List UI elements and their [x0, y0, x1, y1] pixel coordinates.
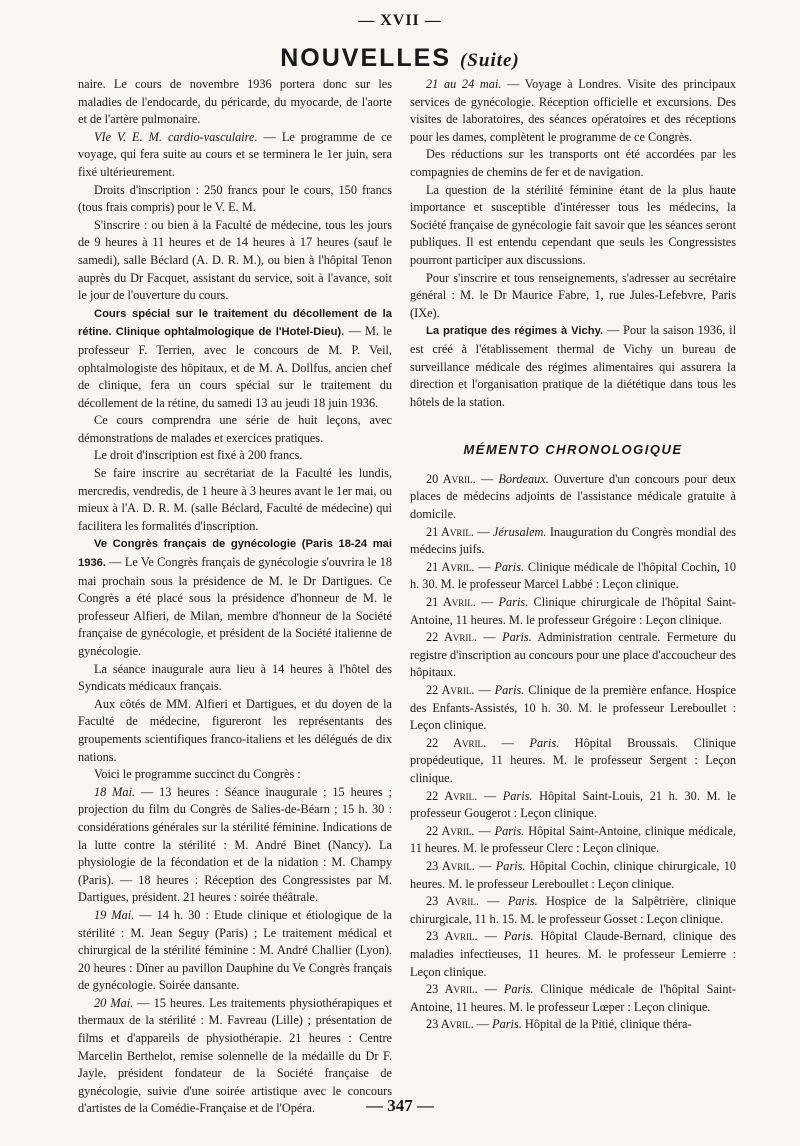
- body-text: — Le Ve Congrès français de gynécologie s'ouvrira le 18 mai prochain sous la présidence de M. le Dr Dartigues. Ce Congrès a été placé sous la présidence d'honneur de M. le professeur Alfieri, de Milan, membre d'honneur de la Société française de gynécologie, et président de la Société italienne de gynécologie.: [78, 555, 392, 658]
- body-text: —: [477, 929, 504, 944]
- paragraph: [78, 412, 392, 447]
- date-label: 23 Avril.: [426, 982, 478, 997]
- memento-entry: [410, 594, 736, 629]
- body-text: Hospice de la Salpêtrière, clinique chirurgicale, 11 h. 15. M. le professeur Gosset : Leçon clinique.: [410, 894, 736, 926]
- body-text: — Voyage à Londres. Visite des principaux services de gynécologie. Réception officielle et excursions. Des visites de laboratoires, des séances opératoires et des réceptions pour les dames, complètent le programme de ce Congrès.: [410, 77, 736, 144]
- italic-text: 19 Mai.: [94, 907, 135, 922]
- italic-text: Paris.: [503, 929, 534, 944]
- memento-entry: [410, 1016, 736, 1034]
- body-text: —: [474, 823, 495, 838]
- paragraph: [78, 76, 392, 129]
- body-text: Pour s'inscrire et tous renseignements, s'adresser au secrétaire général : M. le Dr Maurice Fabre, 1, rue Jules-Lefebvre, Paris (IXe).: [410, 270, 736, 320]
- page-number: — 347 —: [366, 1096, 434, 1115]
- memento-list: [410, 471, 736, 1034]
- body-text: —: [475, 595, 499, 610]
- body-text: Droits d'inscription : 250 francs pour le cours, 150 francs (tous frais compris) pour le V. E. M.: [78, 182, 392, 215]
- body-text: —: [478, 894, 508, 909]
- body-text: Administration centrale. Fermeture du registre d'inscription au concours pour une place d'accoucheur des hôpitaux.: [410, 630, 736, 680]
- body-text: — Le programme de ce voyage, qui fera suite au cours et se terminera le 1er juin, sera fixé ultérieurement.: [78, 129, 392, 179]
- memento-entry: [410, 981, 736, 1016]
- memento-entry: [410, 629, 736, 682]
- body-text: Le droit d'inscription est fixé à 200 francs.: [94, 448, 303, 463]
- title-suffix: (Suite): [459, 50, 520, 71]
- body-text: —: [477, 982, 504, 997]
- italic-text: 21 au 24 mai.: [426, 77, 502, 91]
- body-text: —: [475, 471, 499, 486]
- body-text: Ouverture d'un concours pour deux places de médecins adjoints de l'assistance médicale gratuite à domicile.: [410, 471, 737, 522]
- body-text: Clinique chirurgicale de l'hôpital Saint-Antoine, 11 heures. M. le professeur Grégoire : Leçon clinique.: [410, 595, 736, 627]
- paragraph: [410, 270, 736, 323]
- italic-text: 18 Mai.: [94, 784, 136, 799]
- body-text: —: [476, 630, 503, 645]
- body-text: — 15 heures. Les traitements physiothérapiques et thermaux de la stérilité : M. Favreau (Lille) ; présentation de films et d'appareils de physiothérapie. 21 heures : Centre Marcelin Berthelot, remise solennelle de la médaille du Dr F. Jayle, président fondateur de la Société française de gynécologie, suivie d'une soirée artistique avec le concours d'artistes de la Comédie-Française et de l'Opéra.: [78, 995, 392, 1116]
- memento-title: MÉMENTO CHRONOLOGIQUE: [463, 442, 683, 458]
- body-text: —: [486, 735, 530, 750]
- body-text: Ce cours comprendra une série de huit leçons, avec démonstrations de malades et exercices pratiques.: [78, 413, 392, 445]
- body-text: Hôpital Broussais. Clinique propédeutique, 11 heures. M. le professeur Sergent : Leçon clinique.: [410, 735, 736, 785]
- left-column: [78, 76, 392, 1118]
- body-text: Inauguration du Congrès mondial des médecins juifs.: [410, 524, 736, 557]
- body-text: — Pour la saison 1936, il est créé à l'établissement thermal de Vichy un bureau de surveillance médicale des régimes alimentaires qui assurera la direction et l'organisation pratique de la diététique dans tous les hôtels de la station.: [410, 323, 737, 409]
- section-heading: Ve Congrès français de gynécologie (Paris 18-24 mai 1936.: [78, 538, 392, 570]
- body-text: Clinique de la première enfance. Hospice des Enfants-Assistés, 10 h. 30. M. le professeur Lereboullet : Leçon clinique.: [410, 683, 736, 733]
- italic-text: Paris.: [503, 982, 534, 997]
- italic-text: Paris.: [502, 630, 532, 645]
- date-label: 23 Avril.: [426, 894, 479, 909]
- paragraph: [78, 465, 392, 535]
- italic-text: Paris.: [495, 858, 526, 873]
- paragraph: [78, 182, 392, 217]
- body-text: La séance inaugurale aura lieu à 14 heures à l'hôtel des Syndicats médicaux français.: [78, 661, 392, 694]
- body-text: —: [474, 683, 495, 697]
- italic-text: Paris.: [494, 683, 525, 697]
- memento-entry: [410, 735, 736, 788]
- body-text: Des réductions sur les transports ont été accordées par les compagnies de chemins de fer et de navigation.: [410, 147, 736, 179]
- right-column: [410, 76, 736, 1034]
- italic-text: Paris.: [498, 595, 529, 610]
- paragraph: [78, 447, 392, 465]
- date-label: 23 Avril.: [426, 929, 478, 944]
- body-text: Hôpital Cochin, clinique chirurgicale, 10 heures. M. le professeur Lereboullet : Leçon clinique.: [410, 858, 736, 891]
- body-text: naire. Le cours de novembre 1936 portera donc sur les maladies de l'endocarde, du péricarde, du myocarde, de l'aorte et de l'artère pulmonaire.: [78, 77, 392, 127]
- date-label: 20 Avril.: [426, 471, 476, 486]
- body-text: —: [477, 788, 503, 803]
- body-text: — 14 h. 30 : Etude clinique et étiologique de la stérilité : M. Jean Seguy (Paris) ; Le traitement médical et chirurgical de la stérilité féminine : M. André Challier (Lyon). 20 heures : Dîner au pavillon Dauphine du Ve Congrès français de gynécologie. Soirée dansante.: [78, 907, 392, 993]
- section-heading: La pratique des régimes à Vichy.: [426, 325, 604, 338]
- right-column-news: [410, 76, 736, 411]
- body-text: Hôpital Claude-Bernard, clinique des maladies infectieuses, 11 heures. M. le professeur Lemierre : Leçon clinique.: [410, 929, 736, 979]
- memento-entry: [410, 788, 736, 823]
- italic-text: 20 Mai.: [94, 995, 134, 1010]
- memento-entry: [410, 858, 736, 893]
- paragraph: [78, 217, 392, 305]
- paragraph: [78, 696, 392, 766]
- memento-entry: [410, 823, 736, 858]
- date-label: 23 Avril.: [426, 1017, 474, 1032]
- page-title: [0, 44, 800, 73]
- paragraph: [78, 661, 392, 696]
- body-text: La question de la stérilité féminine étant de la plus haute importance et susceptible d'intéresser tous les médecins, la Société française de gynécologie fait savoir que les séances seront publiques. Il est entendu cependant que seuls les Congressistes pourront participer aux discussions.: [410, 182, 736, 267]
- italic-text: Paris.: [529, 735, 560, 750]
- body-text: Aux côtés de MM. Alfieri et Dartigues, et du doyen de la Faculté de médecine, figureront les représentants des groupements scientifiques franco-italiens et les délégués de dix nations.: [78, 696, 392, 764]
- paragraph: [410, 182, 736, 270]
- date-label: 22 Avril.: [426, 735, 487, 750]
- date-label: 22 Avril.: [426, 630, 477, 645]
- paragraph: [78, 305, 392, 413]
- paragraph: [410, 146, 736, 181]
- date-label: 22 Avril.: [426, 823, 475, 838]
- paragraph: [78, 766, 392, 784]
- date-label: 21 Avril.: [426, 559, 475, 574]
- paragraph: [78, 907, 392, 995]
- body-text: —: [474, 858, 496, 873]
- body-text: Hôpital de la Pitié, clinique théra-: [521, 1017, 692, 1032]
- paragraph: [78, 129, 392, 182]
- date-label: 21 Avril.: [426, 595, 476, 610]
- date-label: 21 Avril.: [426, 524, 474, 539]
- italic-text: Bordeaux.: [498, 471, 549, 486]
- paragraph: [410, 76, 736, 146]
- paragraph: [410, 322, 736, 411]
- body-text: — 13 heures : Séance inaugurale ; 15 heures ; projection du film du Congrès de Salies-de-Béarn ; 15 h. 30 : considérations générales sur la stérilité féminine. Indications de la lutte contre la stérilité : M. André Binet (Nancy). La physiologie de la fécondation et de la nidation : M. Champy (Paris). — 18 heures : Réception des Congressistes par M. Dartigues, président. 21 heures : soirée théâtrale.: [78, 784, 392, 905]
- italic-text: Paris.: [492, 1017, 522, 1032]
- body-text: — M. le professeur F. Terrien, avec le concours de M. P. Veil, ophtalmologiste des hôpitaux, et de M. A. Dollfus, ancien chef de clinique, fera un cours spécial sur le traitement du décollement de la rétine, du samedi 13 au jeudi 18 juin 1936.: [78, 324, 393, 410]
- italic-text: Paris.: [494, 823, 525, 838]
- italic-text: Paris.: [502, 788, 533, 803]
- memento-entry: [410, 559, 736, 594]
- italic-text: VIe V. E. M. cardio-vasculaire.: [94, 129, 258, 144]
- body-text: —: [473, 524, 493, 539]
- body-text: Clinique médicale de l'hôpital Cochin, 10 h. 30. M. le professeur Marcel Labbé : Leçon clinique.: [410, 559, 736, 592]
- section-heading: Cours spécial sur le traitement du décollement de la rétine. Clinique ophtalmologique de l'Hotel-Dieu).: [78, 307, 392, 339]
- body-text: Hôpital Saint-Louis, 21 h. 30. M. le professeur Gougerot : Leçon clinique.: [410, 788, 736, 821]
- memento-entry: [410, 524, 736, 559]
- memento-entry: [410, 893, 736, 928]
- italic-text: Paris.: [494, 559, 525, 574]
- body-text: —: [473, 1017, 493, 1032]
- italic-text: Jérusalem.: [492, 524, 547, 539]
- paragraph: [78, 784, 392, 907]
- memento-entry: [410, 928, 736, 981]
- folio-roman: — XVII —: [358, 12, 442, 29]
- date-label: 22 Avril.: [426, 788, 478, 803]
- body-text: —: [474, 559, 495, 574]
- memento-entry: [410, 471, 736, 524]
- date-label: 22 Avril.: [426, 683, 475, 697]
- body-text: Hôpital Saint-Antoine, clinique médicale, 11 heures. M. le professeur Clerc : Leçon clinique.: [410, 823, 736, 856]
- body-text: Se faire inscrire au secrétariat de la Faculté les lundis, mercredis, vendredis, de 1 heure à 3 heures avant le 1er mai, ou mieux à l'A. D. R. M. (salle Béclard, Faculté de médecine) qui facilitera les formalités d'inscription.: [78, 466, 392, 533]
- date-label: 23 Avril.: [426, 858, 475, 873]
- body-text: Clinique médicale de l'hôpital Saint-Antoine, 11 heures. M. le professeur Lœper : Leçon clinique.: [410, 982, 736, 1014]
- title-text: NOUVELLES: [280, 44, 452, 72]
- body-text: S'inscrire : ou bien à la Faculté de médecine, tous les jours de 9 heures à 11 heures et de 14 heures à 17 heures (sauf le samedi), salle Béclard (A. D. R. M.), ou bien à l'hôpital Tenon auprès du Dr Facquet, assistant du service, soit à l'avance, soit le jour de l'ouverture du cours.: [78, 217, 392, 303]
- memento-entry: [410, 682, 736, 735]
- paragraph: [78, 535, 392, 660]
- italic-text: Paris.: [507, 894, 538, 909]
- body-text: Voici le programme succinct du Congrès :: [94, 767, 301, 782]
